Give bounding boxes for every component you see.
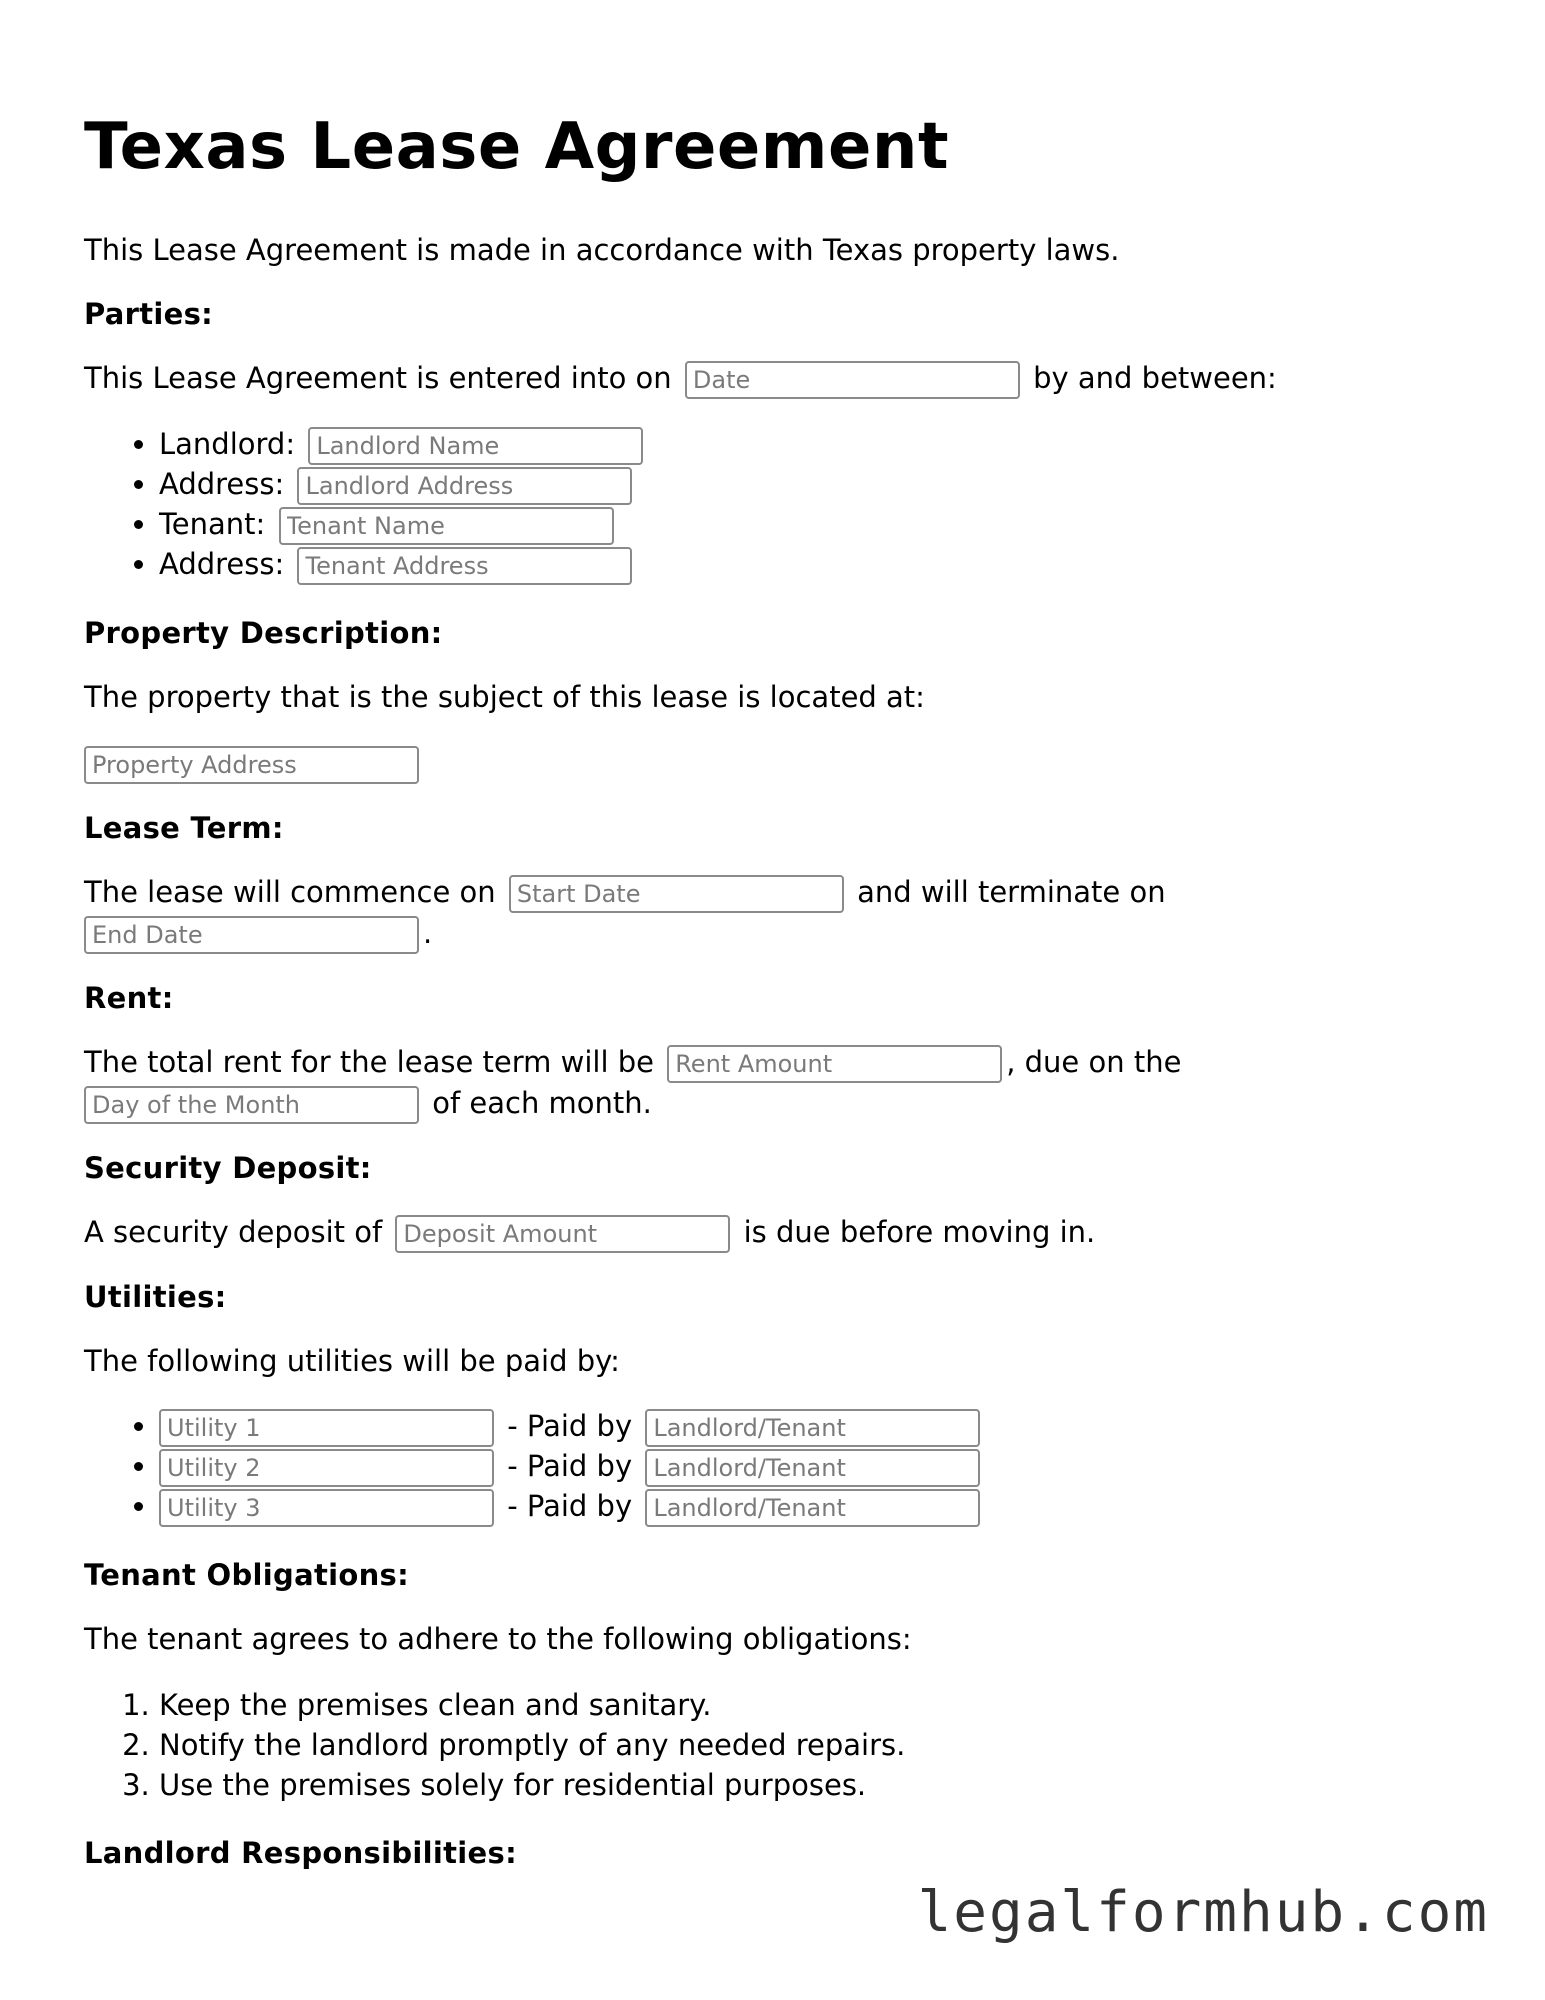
utility-1-input[interactable] — [159, 1409, 494, 1447]
page-title: Texas Lease Agreement — [84, 110, 950, 184]
rent-day-input[interactable] — [84, 1086, 419, 1124]
utility-2-payer-input[interactable] — [645, 1449, 980, 1487]
rent-before: The total rent for the lease term will be — [84, 1045, 654, 1079]
utilities-list — [84, 1407, 1484, 1527]
deposit-before: A security deposit of — [84, 1215, 383, 1249]
property-text: The property that is the subject of this lease is located at: — [84, 680, 925, 714]
landlord-address-input[interactable] — [297, 467, 632, 505]
paid-by-label: - Paid by — [507, 1489, 633, 1523]
landlord-address-label: Address: — [159, 467, 285, 501]
security-deposit-heading: Security Deposit: — [84, 1151, 372, 1185]
rent-after: of each month. — [432, 1086, 652, 1120]
utility-1-payer-input[interactable] — [645, 1409, 980, 1447]
list-item — [159, 505, 1484, 545]
property-heading: Property Description: — [84, 616, 443, 650]
deposit-text — [84, 1212, 1484, 1253]
paid-by-label: - Paid by — [507, 1449, 633, 1483]
obligations-text: The tenant agrees to adhere to the following obligations: — [84, 1622, 912, 1656]
utility-3-payer-input[interactable] — [645, 1489, 980, 1527]
deposit-after: is due before moving in. — [743, 1215, 1096, 1249]
rent-amount-input[interactable] — [667, 1045, 1002, 1083]
intro-text: This Lease Agreement is made in accordance with Texas property laws. — [84, 233, 1120, 267]
parties-heading: Parties: — [84, 297, 214, 331]
obligations-list — [84, 1685, 1484, 1805]
deposit-amount-input[interactable] — [395, 1215, 730, 1253]
utilities-text: The following utilities will be paid by: — [84, 1344, 620, 1378]
rent-text — [84, 1042, 1484, 1124]
list-item — [159, 465, 1484, 505]
term-middle: and will terminate on — [857, 875, 1166, 909]
rent-middle: , due on the — [1006, 1045, 1182, 1079]
list-item: 2. Notify the landlord promptly of any needed repairs. — [159, 1725, 1484, 1765]
landlord-label: Landlord: — [159, 427, 296, 461]
parties-lead-before: This Lease Agreement is entered into on — [84, 361, 672, 395]
list-item: 3. Use the premises solely for residential purposes. — [159, 1765, 1484, 1805]
property-address-input[interactable] — [84, 746, 419, 784]
document — [84, 100, 1484, 1897]
property-field-row — [84, 743, 1484, 784]
agreement-date-input[interactable] — [685, 361, 1020, 399]
term-after: . — [423, 916, 433, 950]
term-before: The lease will commence on — [84, 875, 496, 909]
tenant-address-label: Address: — [159, 547, 285, 581]
lease-term-text — [84, 872, 1484, 954]
tenant-name-input[interactable] — [279, 507, 614, 545]
tenant-address-input[interactable] — [297, 547, 632, 585]
tenant-obligations-heading: Tenant Obligations: — [84, 1558, 409, 1592]
landlord-name-input[interactable] — [308, 427, 643, 465]
parties-list — [84, 425, 1484, 585]
utilities-heading: Utilities: — [84, 1280, 227, 1314]
landlord-responsibilities-heading: Landlord Responsibilities: — [84, 1836, 517, 1870]
lease-term-heading: Lease Term: — [84, 811, 284, 845]
utility-2-input[interactable] — [159, 1449, 494, 1487]
list-item — [159, 1487, 1484, 1527]
watermark: legalformhub.com — [917, 1880, 1489, 1945]
tenant-label: Tenant: — [159, 507, 266, 541]
parties-lead-after: by and between: — [1033, 361, 1277, 395]
list-item — [159, 425, 1484, 465]
paid-by-label: - Paid by — [507, 1409, 633, 1443]
list-item — [159, 545, 1484, 585]
list-item: 1. Keep the premises clean and sanitary. — [159, 1685, 1484, 1725]
list-item — [159, 1447, 1484, 1487]
start-date-input[interactable] — [509, 875, 844, 913]
list-item — [159, 1407, 1484, 1447]
utility-3-input[interactable] — [159, 1489, 494, 1527]
rent-heading: Rent: — [84, 981, 174, 1015]
parties-lead — [84, 358, 1484, 399]
end-date-input[interactable] — [84, 916, 419, 954]
